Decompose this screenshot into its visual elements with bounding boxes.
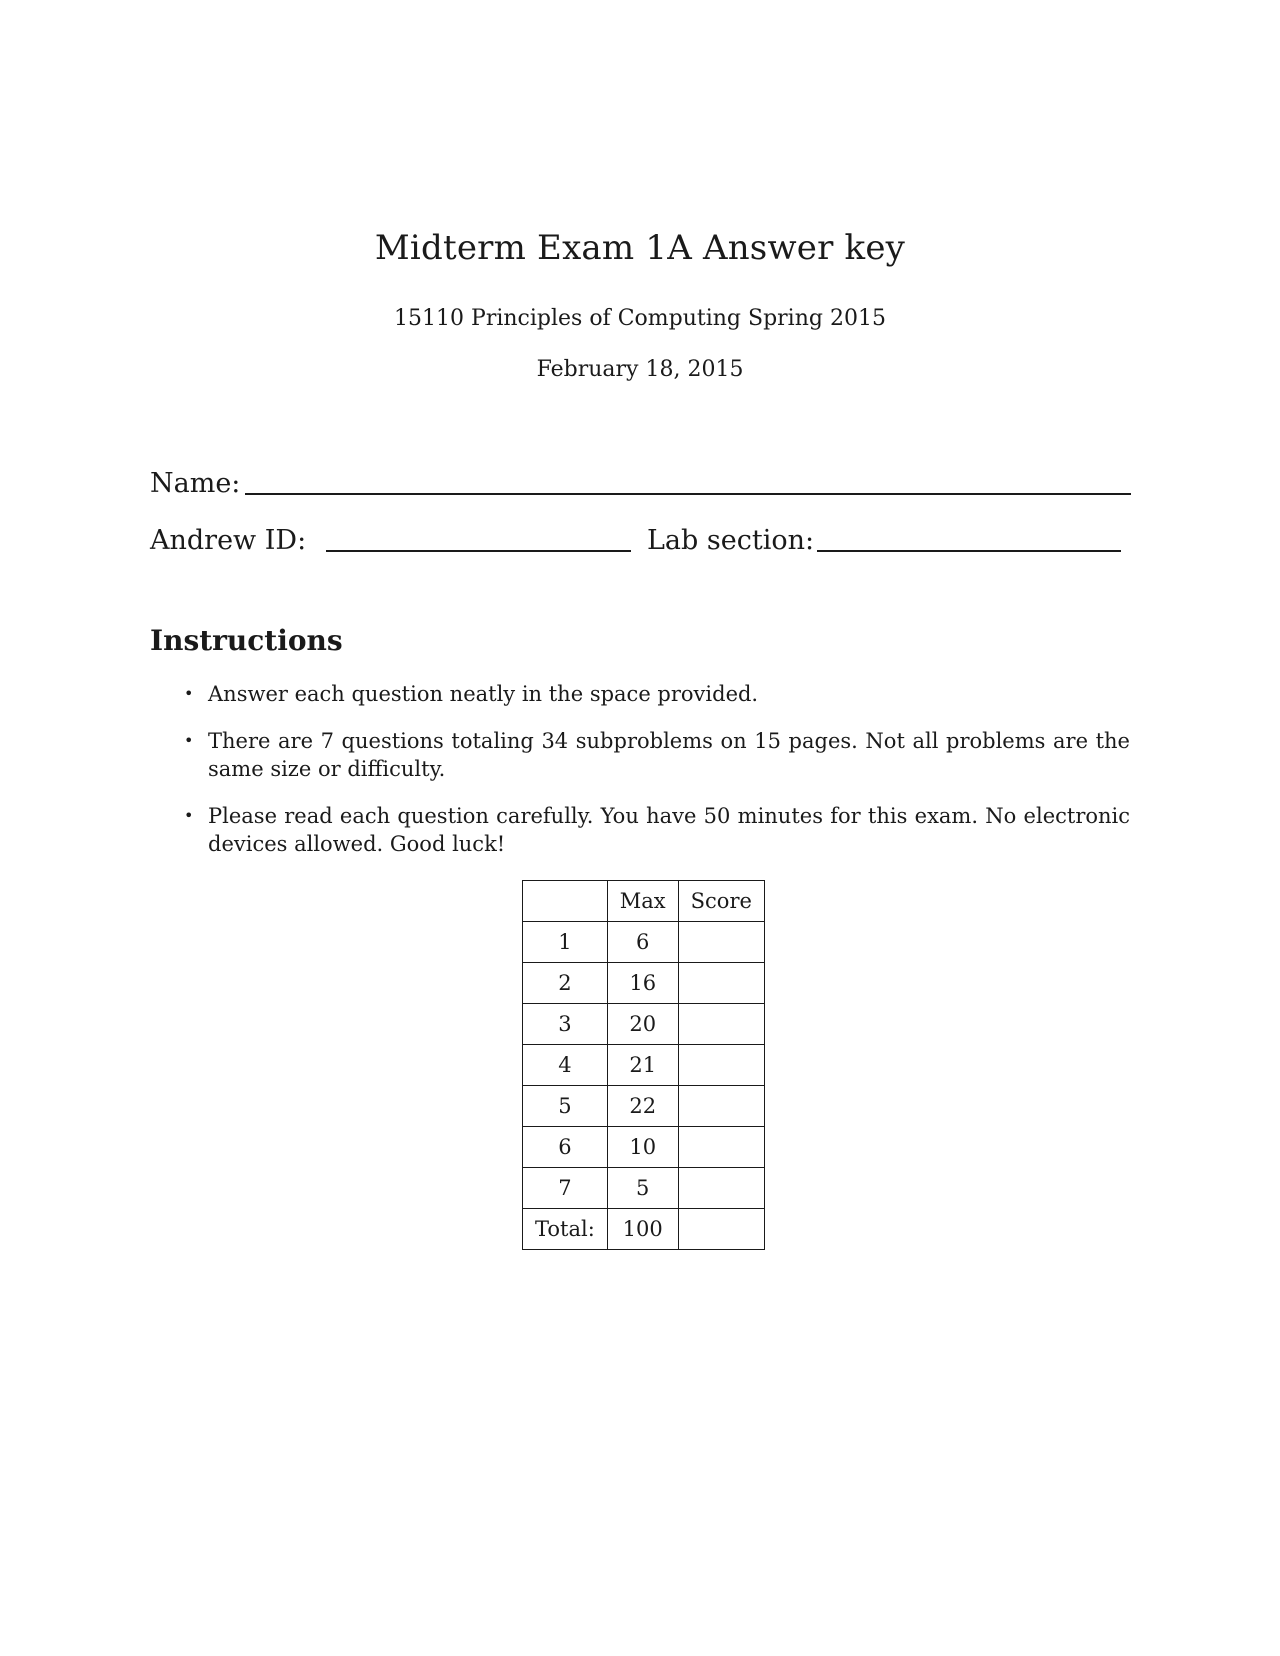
course-title: 15110 Principles of Computing Spring 2015: [394, 306, 886, 331]
question-number: 4: [523, 1045, 608, 1086]
table-row: [523, 1004, 765, 1045]
instruction-text: There are 7 questions totaling 34 subproblems on 15 pages. Not all problems are the same size or difficulty.: [208, 729, 1130, 781]
table-row: [523, 1168, 765, 1209]
score-cell[interactable]: [678, 1168, 764, 1209]
table-row: [523, 1127, 765, 1168]
question-number: 2: [523, 963, 608, 1004]
instruction-item: [180, 802, 1130, 858]
instructions-list: [180, 680, 1130, 877]
question-number: 6: [523, 1127, 608, 1168]
bullet-icon: •: [184, 806, 194, 825]
question-number: 1: [523, 922, 608, 963]
total-score-cell[interactable]: [678, 1209, 764, 1250]
max-points: 22: [607, 1086, 678, 1127]
score-cell[interactable]: [678, 1127, 764, 1168]
score-cell[interactable]: [678, 1004, 764, 1045]
name-field[interactable]: [245, 493, 1131, 495]
instructions-heading: Instructions: [150, 624, 343, 657]
max-points: 10: [607, 1127, 678, 1168]
bullet-icon: •: [184, 684, 194, 703]
max-points: 20: [607, 1004, 678, 1045]
table-header-row: [523, 881, 765, 922]
total-max-points: 100: [607, 1209, 678, 1250]
table-row: [523, 1045, 765, 1086]
score-cell[interactable]: [678, 1086, 764, 1127]
bullet-icon: •: [184, 731, 194, 750]
score-cell[interactable]: [678, 1045, 764, 1086]
max-points: 21: [607, 1045, 678, 1086]
table-row: [523, 922, 765, 963]
header-max: Max: [607, 881, 678, 922]
andrew-id-field[interactable]: [326, 550, 631, 552]
max-points: 16: [607, 963, 678, 1004]
max-points: 5: [607, 1168, 678, 1209]
score-table: [522, 880, 765, 1250]
table-row: [523, 963, 765, 1004]
score-cell[interactable]: [678, 922, 764, 963]
instruction-item: [180, 727, 1130, 783]
andrew-id-label: Andrew ID:: [150, 525, 307, 556]
header-score: Score: [678, 881, 764, 922]
table-total-row: [523, 1209, 765, 1250]
instruction-text: Please read each question carefully. You have 50 minutes for this exam. No electronic devices allowed. Good luck!: [208, 804, 1130, 856]
exam-title: Midterm Exam 1A Answer key: [374, 228, 906, 268]
exam-date: February 18, 2015: [536, 357, 744, 382]
question-number: 3: [523, 1004, 608, 1045]
table-row: [523, 1086, 765, 1127]
score-cell[interactable]: [678, 963, 764, 1004]
question-number: 7: [523, 1168, 608, 1209]
lab-section-field[interactable]: [817, 550, 1121, 552]
instruction-item: [180, 680, 1130, 708]
name-label: Name:: [150, 468, 241, 499]
total-label: Total:: [523, 1209, 608, 1250]
lab-section-label: Lab section:: [647, 525, 815, 556]
instruction-text: Answer each question neatly in the space provided.: [208, 682, 759, 706]
max-points: 6: [607, 922, 678, 963]
header-question: [523, 881, 608, 922]
question-number: 5: [523, 1086, 608, 1127]
